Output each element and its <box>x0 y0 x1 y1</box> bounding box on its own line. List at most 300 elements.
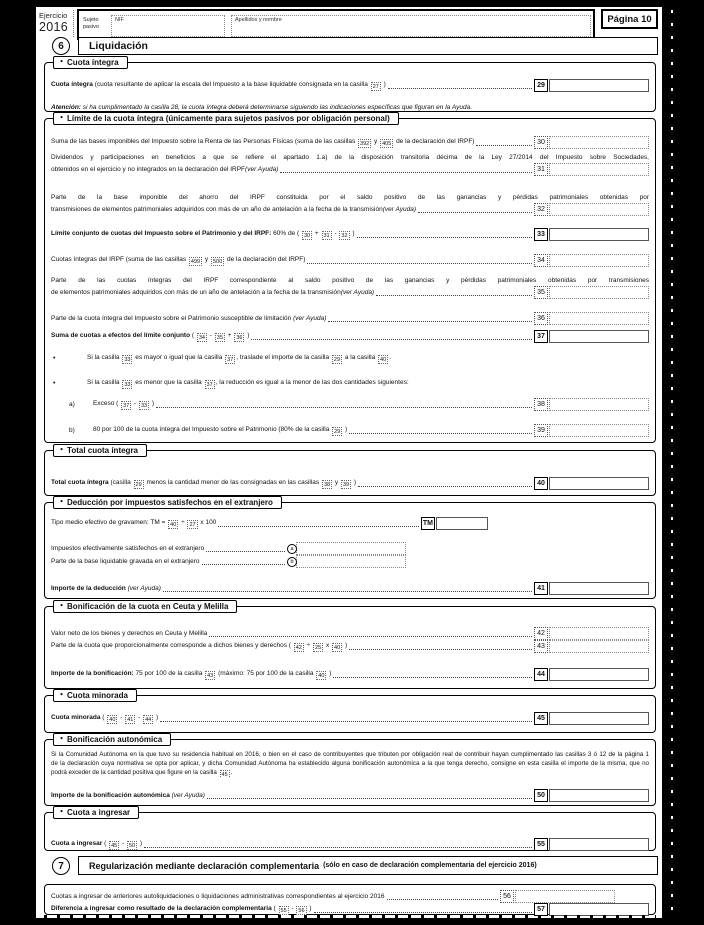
form-row-r29 <box>51 79 649 92</box>
row-label-text: + <box>313 229 321 237</box>
casilla-number-32: 32 <box>534 203 548 216</box>
row-label-text: Suma de cuotas a efectos del límite conjunto <box>51 331 192 339</box>
inline-casilla-ref-392: 392 <box>360 140 370 147</box>
row-label-text: Importe de la bonificación: <box>51 669 136 677</box>
row-label <box>51 585 161 592</box>
entry-casilla-56[interactable] <box>515 890 615 903</box>
entry-casilla-33[interactable] <box>549 228 649 241</box>
row-label-text: Parte de la cuota íntegra del Impuesto sobre el Patrimonio susceptible de limitación <box>51 315 294 322</box>
perforation-dots-bottom <box>44 915 656 918</box>
option-marker: a) <box>69 401 75 408</box>
casilla-number-39: 39 <box>534 424 548 437</box>
circle-letter-a: a <box>287 544 297 554</box>
entry-casilla-39[interactable] <box>549 424 649 437</box>
row-label <box>51 332 249 342</box>
row-label-text: - <box>332 229 339 237</box>
ejercicio-year: 2016 <box>39 20 69 34</box>
casilla-group <box>534 254 649 267</box>
casilla-group <box>534 424 649 437</box>
entry-casilla-45[interactable] <box>549 712 649 725</box>
row-label-line <box>51 286 649 299</box>
leader-dots <box>357 237 532 238</box>
inline-casilla-ref-30: 30 <box>303 232 311 239</box>
row-label-text: obtenidos en el ejercicio y no integrados en la declaración del IRPF <box>51 166 246 173</box>
row-label <box>51 81 386 91</box>
row-label-text: transmisiones de elementos patrimoniales adquiridos con más de un año de antelación a la fecha de la transmisión <box>51 206 383 213</box>
row-label-text: (ver Ayuda) <box>127 585 161 592</box>
row-label-text: (ver Ayuda) <box>171 792 205 799</box>
entry-casilla-34[interactable] <box>549 254 649 267</box>
row-label-text: , traslade el importe de la casilla <box>236 353 331 361</box>
casilla-group <box>500 890 615 903</box>
leader-dots <box>418 212 532 213</box>
inline-casilla-ref-29: 29 <box>333 356 341 363</box>
row-label <box>51 893 385 900</box>
inline-casilla-ref-33: 33 <box>141 402 148 409</box>
form-row-r41 <box>51 582 649 595</box>
form-row-r43 <box>51 640 649 653</box>
entry-casilla-40[interactable] <box>549 477 649 490</box>
entry-casilla-41[interactable] <box>549 582 649 595</box>
leader-dots <box>206 551 285 552</box>
casilla-group <box>534 668 649 681</box>
section-label: ● Cuota a ingresar <box>53 806 139 819</box>
leader-dots <box>202 564 285 565</box>
casilla-group <box>534 627 649 640</box>
casilla-group <box>287 555 406 568</box>
row-label-text: (casilla <box>110 478 133 486</box>
row-label-text: ÷ <box>304 641 313 649</box>
inline-casilla-ref-37: 37 <box>227 356 234 363</box>
entry-casilla-31[interactable] <box>549 163 649 176</box>
row-label-text: Importe de la bonificación autonómica <box>51 792 172 799</box>
inline-casilla-ref-39: 39 <box>342 481 350 488</box>
form-row-r33 <box>51 228 649 241</box>
inline-casilla-ref-405: 405 <box>382 140 392 147</box>
entry-casilla-36[interactable] <box>549 312 649 325</box>
form-row-rb <box>51 555 406 568</box>
row-label-text: Parte de la cuota que proporcionalmente corresponde a dichos bienes y derechos ( <box>51 641 293 649</box>
row-label-text: de elementos patrimoniales adquiridos con más de un año de antelación a la fecha de la transmisión <box>51 289 341 296</box>
row-label-text: - <box>136 713 143 721</box>
row-label-text: Dividendos y participaciones en beneficios a que se refiere el apartado 1.a) de la disposición transitoria décima de la Ley 27/2014 del Impuesto sobre Sociedades, <box>51 154 649 161</box>
inline-casilla-ref-56: 56 <box>298 907 305 914</box>
inline-casilla-ref-34: 34 <box>198 334 205 341</box>
row-label-text: de la declaración cuya normativa se opta por aplicar, y dicha Comunidad Autónoma ha establecido alguna bonificación autonómica a la que tenga derecho, consigne en esta casilla el importe de la misma, que no <box>51 760 649 767</box>
row-label-text: ( <box>102 713 107 721</box>
entry-casilla-44[interactable] <box>549 668 649 681</box>
row-label-text: . <box>389 353 391 361</box>
form-row-r37 <box>51 330 649 343</box>
casilla-group <box>534 136 649 149</box>
nif-field[interactable] <box>111 15 225 37</box>
section-6-title-bar <box>78 37 658 55</box>
section-bonificacion-ceuta <box>44 602 656 689</box>
row-label-text: y <box>203 255 210 263</box>
row-label-text: ) <box>350 229 355 237</box>
row-label-text: ) <box>343 641 348 649</box>
row-label-text: ) <box>352 478 357 486</box>
row-label-text: - <box>207 331 214 339</box>
row-label-text: , la reducción es igual a la menor de las dos cantidades siguientes: <box>215 378 409 386</box>
section-label: ● Límite de la cuota íntegra (únicamente para sujetos pasivos por obligación personal) <box>53 112 399 125</box>
inline-casilla-ref-32: 32 <box>341 232 348 239</box>
leader-dots <box>376 295 532 296</box>
leader-dots <box>218 526 419 527</box>
bullet-icon: ● <box>60 691 64 698</box>
form-row-ra <box>51 542 406 555</box>
leader-dots <box>163 591 532 592</box>
entry-casilla-32[interactable] <box>549 203 649 216</box>
leader-dots <box>209 636 532 637</box>
leader-dots <box>333 677 532 678</box>
row-label-text: Cuotas a ingresar de anteriores autoliquidaciones o liquidaciones administrativas correspondientes al ejercicio 2016 <box>51 893 385 900</box>
casilla-group <box>421 517 488 530</box>
row-label-text: . <box>230 769 233 776</box>
taxpayer-header-box <box>77 9 595 40</box>
row-label-text: ) <box>343 425 348 433</box>
entry-casilla-55[interactable] <box>549 838 649 851</box>
row-label-text: (ver Ayuda) <box>382 206 416 213</box>
form-row-r36 <box>51 312 649 325</box>
leader-dots <box>349 649 532 650</box>
casilla-group <box>534 398 649 411</box>
inline-casilla-ref-45: 45 <box>111 842 118 849</box>
casilla-number-42: 42 <box>534 627 548 640</box>
row-label-text: Si la Comunidad Autónoma en la que tuvo su residencia habitual en 2016, o bien en el caso de contribuyentes que tributen por obligación real de contribuir hayan cumplimentado las casillas 3 ó 12 de la página 1 <box>51 751 649 758</box>
inline-casilla-ref-40: 40 <box>334 644 341 651</box>
circle-letter-b: b <box>287 557 297 567</box>
casilla-number-40: 40 <box>534 477 548 490</box>
inline-casilla-ref-41: 41 <box>127 716 134 723</box>
entry-casilla-a[interactable] <box>296 542 406 555</box>
leader-dots <box>476 145 532 146</box>
form-sheet <box>36 7 662 918</box>
row-label <box>93 400 154 410</box>
bullet-icon: ● <box>60 114 64 121</box>
form-row-r38 <box>51 398 649 411</box>
row-label-text: Límite conjunto de cuotas del Impuesto sobre el Patrimonio y del IRPF: <box>51 229 274 237</box>
row-label-text: ) <box>381 80 386 88</box>
entry-casilla-50[interactable] <box>549 789 649 802</box>
entry-casilla-30[interactable] <box>549 136 649 149</box>
leader-dots <box>207 798 532 799</box>
row-label <box>51 792 205 799</box>
casilla-number-36: 36 <box>534 312 548 325</box>
row-label-text: de la declaración del IRPF) <box>225 255 306 263</box>
row-label-line <box>51 193 649 203</box>
row-label-text: Parte de las cuotas íntegras del IRPF correspondiente al saldo positivo de las ganancias y pérdidas patrimoniales obtenidas por transmisiones <box>51 277 649 284</box>
row-label-text: Valor neto de los bienes y derechos en Ceuta y Melilla <box>51 630 208 637</box>
row-label <box>51 138 474 148</box>
inline-casilla-ref-33: 33 <box>124 356 131 363</box>
row-label-text: Suma de las bases imponibles del Impuesto sobre la Renta de las Personas Físicas (suma de las casillas <box>51 137 358 145</box>
inline-casilla-ref-43: 43 <box>207 672 214 679</box>
casilla-group <box>534 640 649 653</box>
casilla-number-41: 41 <box>534 582 548 595</box>
row-label-text: x <box>324 641 332 649</box>
bullet-icon: ● <box>60 808 64 815</box>
leader-dots <box>349 433 532 434</box>
casilla-group <box>534 712 649 725</box>
form-row-r45 <box>51 712 649 725</box>
row-label-text: 80 por 100 de la cuota íntegra del Impuesto sobre el Patrimonio (80% de la casilla <box>93 425 332 433</box>
leader-dots <box>387 899 499 900</box>
row-label <box>51 230 355 240</box>
row-label <box>51 479 356 489</box>
row-label <box>87 354 391 364</box>
inline-casilla-ref-29: 29 <box>135 481 142 488</box>
casilla-number-TM: TM <box>421 517 435 530</box>
row-label-text: - <box>289 904 296 912</box>
inline-casilla-ref-37: 37 <box>123 402 130 409</box>
row-label-text: Importe de la deducción <box>51 585 128 592</box>
inline-casilla-ref-45: 45 <box>221 772 228 777</box>
row-label-text: podrá exceder de la cantidad positiva que figure en la casilla <box>51 769 219 776</box>
row-label-line <box>51 163 649 176</box>
inline-casilla-ref-35: 35 <box>216 334 223 341</box>
entry-casilla-35[interactable] <box>549 286 649 299</box>
form-row-r55 <box>51 838 649 851</box>
inline-casilla-ref-44: 44 <box>145 716 152 723</box>
section-cuota-integra <box>44 58 656 112</box>
row-label-text: ( <box>273 904 278 912</box>
section-regularizacion-rows <box>44 884 656 915</box>
leader-dots <box>307 263 532 264</box>
leader-dots <box>388 88 532 89</box>
section-number-badge-7: 7 <box>52 857 70 875</box>
leader-dots <box>358 486 532 487</box>
entry-casilla-43[interactable] <box>549 640 649 653</box>
casilla-number-37: 37 <box>534 330 548 343</box>
casilla-number-38: 38 <box>534 398 548 411</box>
inline-casilla-ref-40: 40 <box>109 716 116 723</box>
form-row-r39 <box>51 424 649 437</box>
casilla-group <box>534 582 649 595</box>
row-label-text: de la declaración del IRPF) <box>394 137 475 145</box>
row-label-text: ) <box>154 713 159 721</box>
row-label <box>51 670 331 680</box>
row-label-text: Si la casilla <box>87 353 122 361</box>
row-label-line <box>51 203 649 216</box>
casilla-group <box>534 477 649 490</box>
casilla-number-34: 34 <box>534 254 548 267</box>
row-label-text: Cuota a ingresar <box>51 839 105 847</box>
leader-dots <box>160 721 532 722</box>
entry-casilla-TM[interactable] <box>436 517 488 530</box>
casilla-number-56: 56 <box>500 890 514 903</box>
inline-casilla-ref-27: 27 <box>372 83 379 90</box>
row-label-text: Impuestos efectivamente satisfechos en el extranjero <box>51 545 205 552</box>
casilla-group <box>534 286 649 299</box>
row-label-text: (cuota resultante de aplicar la escala del Impuesto a la base liquidable consignada en la casilla <box>94 80 370 88</box>
leader-dots <box>144 847 532 848</box>
row-label-text: - <box>120 839 126 847</box>
casilla-group <box>534 789 649 802</box>
row-label-text: es mayor o igual que la casilla <box>133 353 225 361</box>
casilla-group <box>534 163 649 176</box>
row-label-text: Diferencia a ingresar como resultado de la declaración complementaria <box>51 904 274 912</box>
section-label: ● Deducción por impuestos satisfechos en el extranjero <box>53 496 282 509</box>
section-deduccion-extranjero <box>44 498 656 599</box>
section-7-subtitle: (sólo en caso de declaración complementaria del ejercicio 2016) <box>323 862 537 869</box>
section-limite-cuota-integra <box>44 114 656 443</box>
bullet-icon: ● <box>60 602 64 609</box>
inline-casilla-ref-29: 29 <box>334 428 341 435</box>
row-label <box>51 519 216 529</box>
row-label-text: Cuota minorada <box>51 713 103 721</box>
leader-dots <box>156 407 532 408</box>
paragraph-line <box>51 750 649 759</box>
perforation-dots-right <box>671 10 673 915</box>
inline-casilla-ref-55: 55 <box>280 907 287 914</box>
inline-casilla-ref-40: 40 <box>170 521 177 528</box>
casilla-group <box>534 228 649 241</box>
list-bullet-icon: • <box>53 380 56 387</box>
leader-dots <box>251 339 532 340</box>
casilla-group <box>287 542 406 555</box>
row-label-text: ) <box>245 331 250 339</box>
leader-dots <box>280 172 532 173</box>
casilla-number-55: 55 <box>534 838 548 851</box>
casilla-number-33: 33 <box>534 228 548 241</box>
casilla-group <box>534 312 649 325</box>
row-label <box>51 714 158 724</box>
row-label <box>51 545 204 552</box>
inline-casilla-ref-40: 40 <box>318 672 325 679</box>
inline-casilla-ref-37: 37 <box>206 381 213 388</box>
row-label-text: Cuota íntegra <box>51 80 95 88</box>
row-label-text: - <box>118 713 125 721</box>
form-row-r50 <box>51 789 649 802</box>
row-label <box>51 630 207 637</box>
form-row-r31 <box>51 153 649 176</box>
row-label-text: menos la cantidad menor de las consignadas en las casillas <box>144 478 321 486</box>
row-label <box>51 256 305 266</box>
row-label-text: Exceso ( <box>93 399 121 407</box>
section-label: ● Bonificación de la cuota en Ceuta y Melilla <box>53 600 237 613</box>
leader-dots <box>314 912 532 913</box>
row-label-text: Cuotas íntegras del IRPF (suma de las casillas <box>51 255 188 263</box>
section-6-title: Liquidación <box>89 40 148 52</box>
row-label-text: (ver Ayuda) <box>340 289 375 296</box>
form-row-r44 <box>51 668 649 681</box>
row-label-text: + <box>225 331 234 339</box>
inline-casilla-ref-25: 25 <box>315 644 322 651</box>
entry-casilla-38[interactable] <box>549 398 649 411</box>
sujeto-pasivo-label: Sujeto pasivo <box>83 17 99 30</box>
row-label <box>51 905 312 915</box>
row-label-text: Tipo medio efectivo de gravamen: TM = <box>51 518 168 526</box>
casilla-number-45: 45 <box>534 712 548 725</box>
paragraph-line <box>51 768 649 777</box>
paragraph-line <box>51 759 649 768</box>
section-label: ● Total cuota íntegra <box>53 444 147 457</box>
casilla-group <box>534 79 649 92</box>
nif-label: NIF <box>115 17 124 23</box>
bullet-icon: ● <box>60 446 64 453</box>
form-row-rTM <box>51 517 488 530</box>
row-label-text: y <box>372 137 380 145</box>
entry-casilla-42[interactable] <box>549 627 649 640</box>
bullet-icon: ● <box>60 735 64 742</box>
row-label-text: x 100 <box>198 518 217 526</box>
form-row-para <box>51 750 649 777</box>
form-row-r40 <box>51 477 649 490</box>
form-row-bullet1 <box>51 352 649 365</box>
row-label <box>51 840 142 850</box>
inline-casilla-ref-38: 38 <box>323 481 331 488</box>
row-label-text: Si la casilla <box>87 378 122 386</box>
apellidos-nombre-field[interactable] <box>231 15 591 37</box>
section-total-cuota-integra <box>44 446 656 496</box>
row-label-text: - <box>132 399 138 407</box>
row-label-line <box>51 276 649 286</box>
entry-casilla-b[interactable] <box>296 555 406 568</box>
row-label-text: (ver Ayuda) <box>293 315 327 322</box>
ejercicio-label: Ejercicio <box>39 11 68 20</box>
casilla-number-57: 57 <box>534 903 548 916</box>
row-label-text: Parte de la base liquidable gravada en el extranjero <box>51 558 200 565</box>
row-label-text: ) <box>327 669 332 677</box>
entry-casilla-29[interactable] <box>549 79 649 92</box>
casilla-group <box>534 203 649 216</box>
casilla-number-30: 30 <box>534 136 548 149</box>
section-7-title: Regularización mediante declaración complementaria <box>89 860 320 871</box>
inline-casilla-ref-50: 50 <box>129 842 136 849</box>
row-label-text: Atención: <box>51 104 83 111</box>
bullet-icon: ● <box>60 498 64 505</box>
inline-casilla-ref-42: 42 <box>295 644 302 651</box>
row-label <box>87 379 409 389</box>
row-label-text: (ver Ayuda) <box>245 166 279 173</box>
row-label-text: Total cuota íntegra <box>51 478 111 486</box>
row-label-text: 60% de ( <box>273 229 301 237</box>
section-cuota-minorada <box>44 691 656 733</box>
row-label-text: (máximo: 75 por 100 de la casilla <box>216 669 316 677</box>
section-bonificacion-autonomica <box>44 735 656 806</box>
form-row-r30 <box>51 136 649 149</box>
inline-casilla-ref-499: 499 <box>190 258 201 265</box>
row-label <box>51 315 326 322</box>
casilla-number-44: 44 <box>534 668 548 681</box>
section-label: ● Cuota minorada <box>53 689 137 702</box>
inline-casilla-ref-33: 33 <box>124 381 131 388</box>
row-label-text: ( <box>104 839 109 847</box>
row-label <box>51 104 472 111</box>
entry-casilla-37[interactable] <box>549 330 649 343</box>
apellidos-label: Apellidos y nombre <box>235 17 282 23</box>
row-label-line <box>51 153 649 163</box>
row-label-text: ) <box>307 904 312 912</box>
form-row-r42 <box>51 627 649 640</box>
row-label-text: ÷ <box>179 518 187 526</box>
form-row-r34 <box>51 254 649 267</box>
casilla-number-43: 43 <box>534 640 548 653</box>
row-label <box>51 558 200 565</box>
inline-casilla-ref-40: 40 <box>380 356 387 363</box>
inline-casilla-ref-36: 36 <box>236 334 243 341</box>
form-row-r56 <box>51 890 615 903</box>
row-label <box>93 426 347 436</box>
leader-dots <box>328 321 532 322</box>
row-label-text: ( <box>191 331 196 339</box>
section-7-title-bar <box>78 856 658 875</box>
section-cuota-a-ingresar <box>44 808 656 851</box>
inline-casilla-ref-27: 27 <box>189 521 196 528</box>
row-label-text: Parte de la base imponible del ahorro del IRPF constituida por el saldo positivo de las ganancias y pérdidas patrimoniales obtenidas por <box>51 194 649 201</box>
casilla-number-50: 50 <box>534 789 548 802</box>
